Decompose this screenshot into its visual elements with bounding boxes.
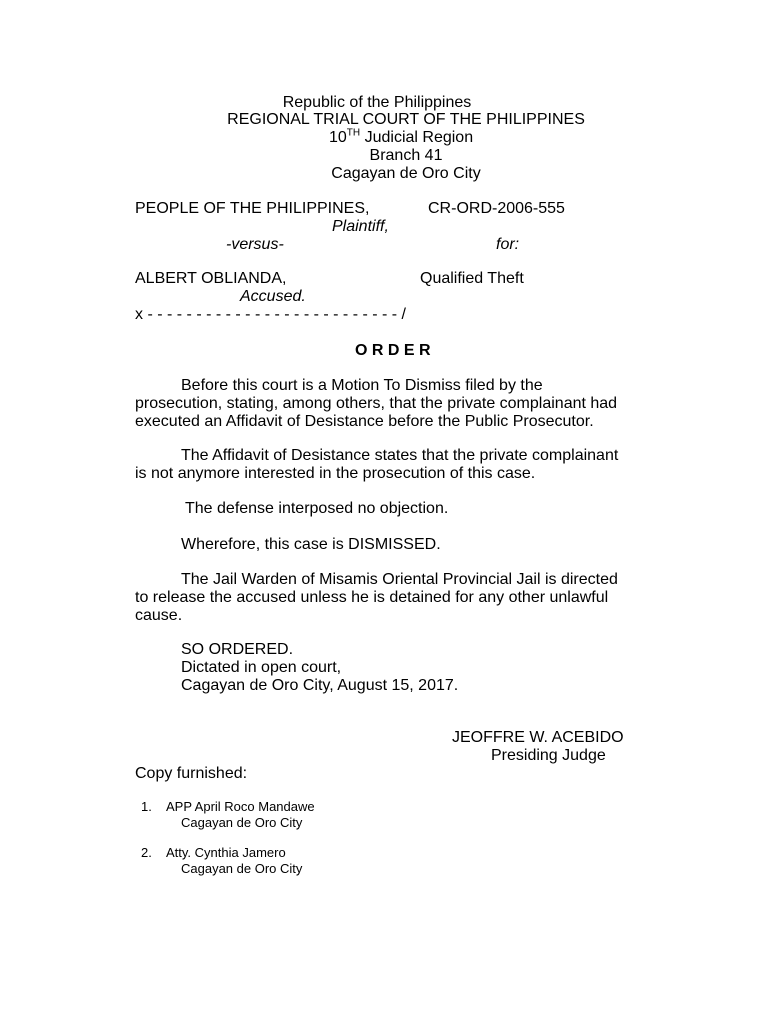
paragraph-4: Wherefore, this case is DISMISSED.: [181, 536, 441, 553]
so-ordered: SO ORDERED.: [181, 641, 294, 658]
copy-furnished-label: Copy furnished:: [135, 765, 248, 782]
accused-name: ALBERT OBLIANDA,: [135, 270, 287, 287]
case-number: CR-ORD-2006-555: [428, 200, 565, 217]
copy-item-2-city: Cagayan de Oro City: [181, 861, 303, 876]
plaintiff-role: Plaintiff,: [332, 218, 389, 235]
branch-line: Branch 41: [369, 147, 443, 164]
paragraph-1-line-1: Before this court is a Motion To Dismiss filed by the: [181, 377, 543, 394]
plaintiff-name: PEOPLE OF THE PHILIPPINES,: [135, 200, 370, 217]
versus-label: -versus-: [226, 236, 284, 253]
for-label: for:: [496, 236, 520, 253]
paragraph-5-line-3: cause.: [135, 607, 183, 624]
region-suffix: TH: [346, 127, 361, 139]
order-title: O R D E R: [355, 342, 431, 359]
judicial-region: [329, 129, 473, 147]
copy-item-1-city: Cagayan de Oro City: [181, 815, 303, 830]
dictated-line: Dictated in open court,: [181, 659, 342, 676]
accused-role: Accused.: [240, 288, 306, 305]
republic-line: Republic of the Philippines: [282, 94, 472, 111]
court-name: REGIONAL TRIAL COURT OF THE PHILIPPINES: [227, 111, 585, 128]
paragraph-3: The defense interposed no objection.: [185, 500, 449, 517]
city-line: Cagayan de Oro City: [331, 165, 481, 182]
offense: Qualified Theft: [420, 270, 524, 287]
paragraph-5-line-2: to release the accused unless he is detained for any other unlawful: [135, 589, 609, 606]
paragraph-5-line-1: The Jail Warden of Misamis Oriental Provincial Jail is directed: [181, 571, 618, 588]
region-number: 10: [329, 129, 347, 146]
copy-item-2-name: Atty. Cynthia Jamero: [166, 845, 286, 860]
date-line: Cagayan de Oro City, August 15, 2017.: [181, 677, 459, 694]
copy-item-1-name: APP April Roco Mandawe: [166, 799, 315, 814]
region-label: Judicial Region: [360, 129, 474, 146]
judge-name: JEOFFRE W. ACEBIDO: [452, 729, 624, 746]
copy-item-2-number: 2.: [141, 845, 152, 860]
paragraph-2-line-1: The Affidavit of Desistance states that the private complainant: [181, 447, 619, 464]
copy-item-1-number: 1.: [141, 799, 152, 814]
judge-title: Presiding Judge: [491, 747, 606, 764]
paragraph-1-line-3: executed an Affidavit of Desistance before the Public Prosecutor.: [135, 413, 594, 430]
paragraph-2-line-2: is not anymore interested in the prosecution of this case.: [135, 465, 536, 482]
caption-separator: x - - - - - - - - - - - - - - - - - - - - - - - - - - /: [135, 306, 406, 323]
paragraph-1-line-2: prosecution, stating, among others, that the private complainant had: [135, 395, 618, 412]
